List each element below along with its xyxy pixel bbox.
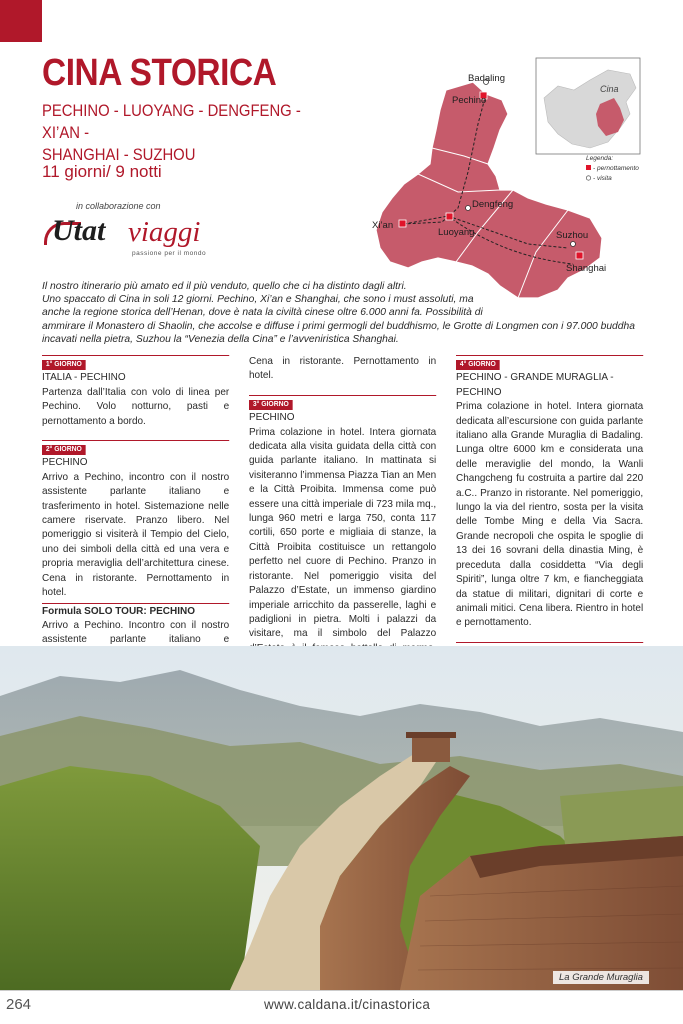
logo-suffix: viaggi — [128, 216, 201, 248]
legend-visit-icon — [586, 176, 590, 180]
day-5-bar — [456, 642, 643, 643]
legend-title: Legenda: — [586, 155, 614, 162]
photo-caption: La Grande Muraglia — [553, 971, 649, 984]
formula-title: Formula SOLO TOUR: PECHINO — [42, 603, 229, 619]
marker-shanghai — [576, 252, 583, 259]
collaboration-label: in collaborazione con — [76, 201, 161, 211]
day-4-tag: 4° GIORNO — [456, 360, 500, 370]
intro-text — [42, 280, 642, 346]
day-1-bar — [42, 355, 229, 356]
city-label-shanghai: Shanghai — [566, 263, 607, 274]
itinerary-column-1 — [42, 355, 229, 691]
intro-line: Uno spaccato di Cina in soli 12 giorni. Pechino, Xi’an e Shanghai, che sono i must assoluti, ma — [42, 294, 474, 306]
logo-tagline: passione per il mondo — [132, 250, 207, 257]
day-1-text: Partenza dall’Italia con volo di linea per Pechino. Volo notturno, pasti e pernottamento a bordo. — [42, 386, 230, 427]
day-1-title: ITALIA - PECHINO — [42, 372, 126, 384]
page-number: 264 — [6, 996, 32, 1013]
marker-suzhou — [571, 242, 576, 247]
city-label-xian: Xi’an — [372, 220, 394, 231]
day-2-text: Arrivo a Pechino, incontro con il nostro assistente parlante italiano e trasferimento in hotel. Sistemazione nelle camere riservate. Pranzo libero. Nel pomeriggio si visiterà il Tempio del Cielo, uno dei simboli della città ed una vera e propria meraviglia dell’architettura cinese. Cena in ristorante. Pernottamento in hotel. — [42, 471, 230, 599]
route-map — [368, 52, 683, 302]
intro-line: ammirare il Monastero di Shaolin, che accolse e diffuse i primi germogli del buddhismo, le Grotte di Longmen con i 97.000 buddha — [42, 320, 635, 332]
legend-overnight: - pernottamento — [593, 165, 639, 172]
intro-line: Il nostro itinerario più amato ed il più venduto, quello che ci ha distinto dagli altri. — [42, 281, 407, 292]
day-2-bar — [42, 440, 229, 441]
trip-duration: 11 giorni/ 9 notti — [42, 162, 162, 181]
city-label-dengfeng: Dengfeng — [472, 199, 514, 210]
day-2-title: PECHINO — [42, 457, 88, 469]
city-label-luoyang: Luoyang — [438, 227, 475, 238]
corner-tab — [0, 0, 42, 42]
day-4-bar — [456, 355, 643, 356]
legend-visit: - visita — [593, 175, 612, 182]
page-url: www.caldana.it/cinastorica — [264, 997, 431, 1012]
intro-line: anche la regione storica dell’Henan, dove è nata la civiltà cinese oltre 6.000 anni fa. Possibilità di — [42, 307, 483, 319]
day-4-title: PECHINO - GRANDE MURAGLIA - PECHINO — [456, 372, 614, 398]
day-3-tag: 3° GIORNO — [249, 400, 293, 410]
marker-luoyang — [446, 213, 453, 220]
city-label-badaling: Badaling — [468, 73, 505, 84]
route-subtitle — [42, 100, 330, 166]
day-3-text: Prima colazione in hotel. Intera giornata dedicata alla visita guidata della città con guida parlante italiano. In mattinata si visiteranno l’immensa Piazza Tian an Men e la Città Proibita. Immensa come può essere una città imperiale di 723 mila mq., lunga 960 metri e larga 750, conta 117 cortili, 650 porte e migliaia di stanze, la Città Proibita costituisce un rettangolo perfetto nel cuore di Pechino. Pranzo in ristorante. Nel pomeriggio visita del Palazzo d’Estate, un immenso giardino imperiale arricchito da passerelle, laghi e padiglioni in pietra. Molti i palazzi da visitare, ma il simbolo del Palazzo — [249, 426, 437, 640]
city-label-suzhou: Suzhou — [556, 230, 589, 241]
page-title: CINA STORICA — [42, 52, 277, 94]
legend-overnight-icon — [586, 165, 591, 170]
watchtower — [412, 736, 450, 762]
route-line-1: PECHINO - LUOYANG - DENGFENG - XI’AN - — [42, 102, 301, 142]
marker-xian — [399, 220, 406, 227]
day-2-tag: 2° GIORNO — [42, 445, 86, 455]
inset-label: Cina — [600, 84, 619, 94]
marker-dengfeng — [466, 206, 471, 211]
logo-brand: Utat — [52, 214, 106, 247]
intro-line: incavati nella pietra, Suzhou la “Venezia della Cina” e l’avveniristica Shanghai. — [42, 333, 399, 345]
utat-logo — [44, 214, 214, 260]
formula-text: Arrivo a Pechino. Incontro con il nostro assistente parlante italiano e — [42, 619, 230, 646]
great-wall-photo — [0, 646, 683, 990]
day-1-tag: 1° GIORNO — [42, 360, 86, 370]
footer-rule — [0, 990, 683, 991]
city-label-pechino: Pechino — [452, 95, 487, 106]
day-4-text: Prima colazione in hotel. Intera giornata dedicata all’escursione con guida parlante italiano alla Grande Muraglia di Badaling. Lunga oltre 6000 km e considerata una delle meraviglie del mondo, la Wanli Changcheng fu costruita a partire dal 220 a.C.. Pranzo in ristorante. Nel pomeriggio, lungo la via del rientro, sosta per la visita delle Tombe Ming e della Via Sacra. Grande necropoli che ospita le spoglie di 13 dei 16 sovrani della dinastia Ming, è preceduta dalla cosiddetta “Via degli Spiriti”, lunga oltre 7 km, e fiancheggiata da statue di militari, dignitari di corte e animali mitici. Cena libera. Rientro in hotel e pernottamento. — [456, 401, 644, 629]
day-3-title: PECHINO — [249, 412, 295, 424]
day-2-continued: Cena in ristorante. Pernottamento in hotel. — [249, 356, 437, 382]
route-line-2: SHANGHAI - SUZHOU — [42, 146, 196, 164]
day-3-bar — [249, 395, 436, 396]
